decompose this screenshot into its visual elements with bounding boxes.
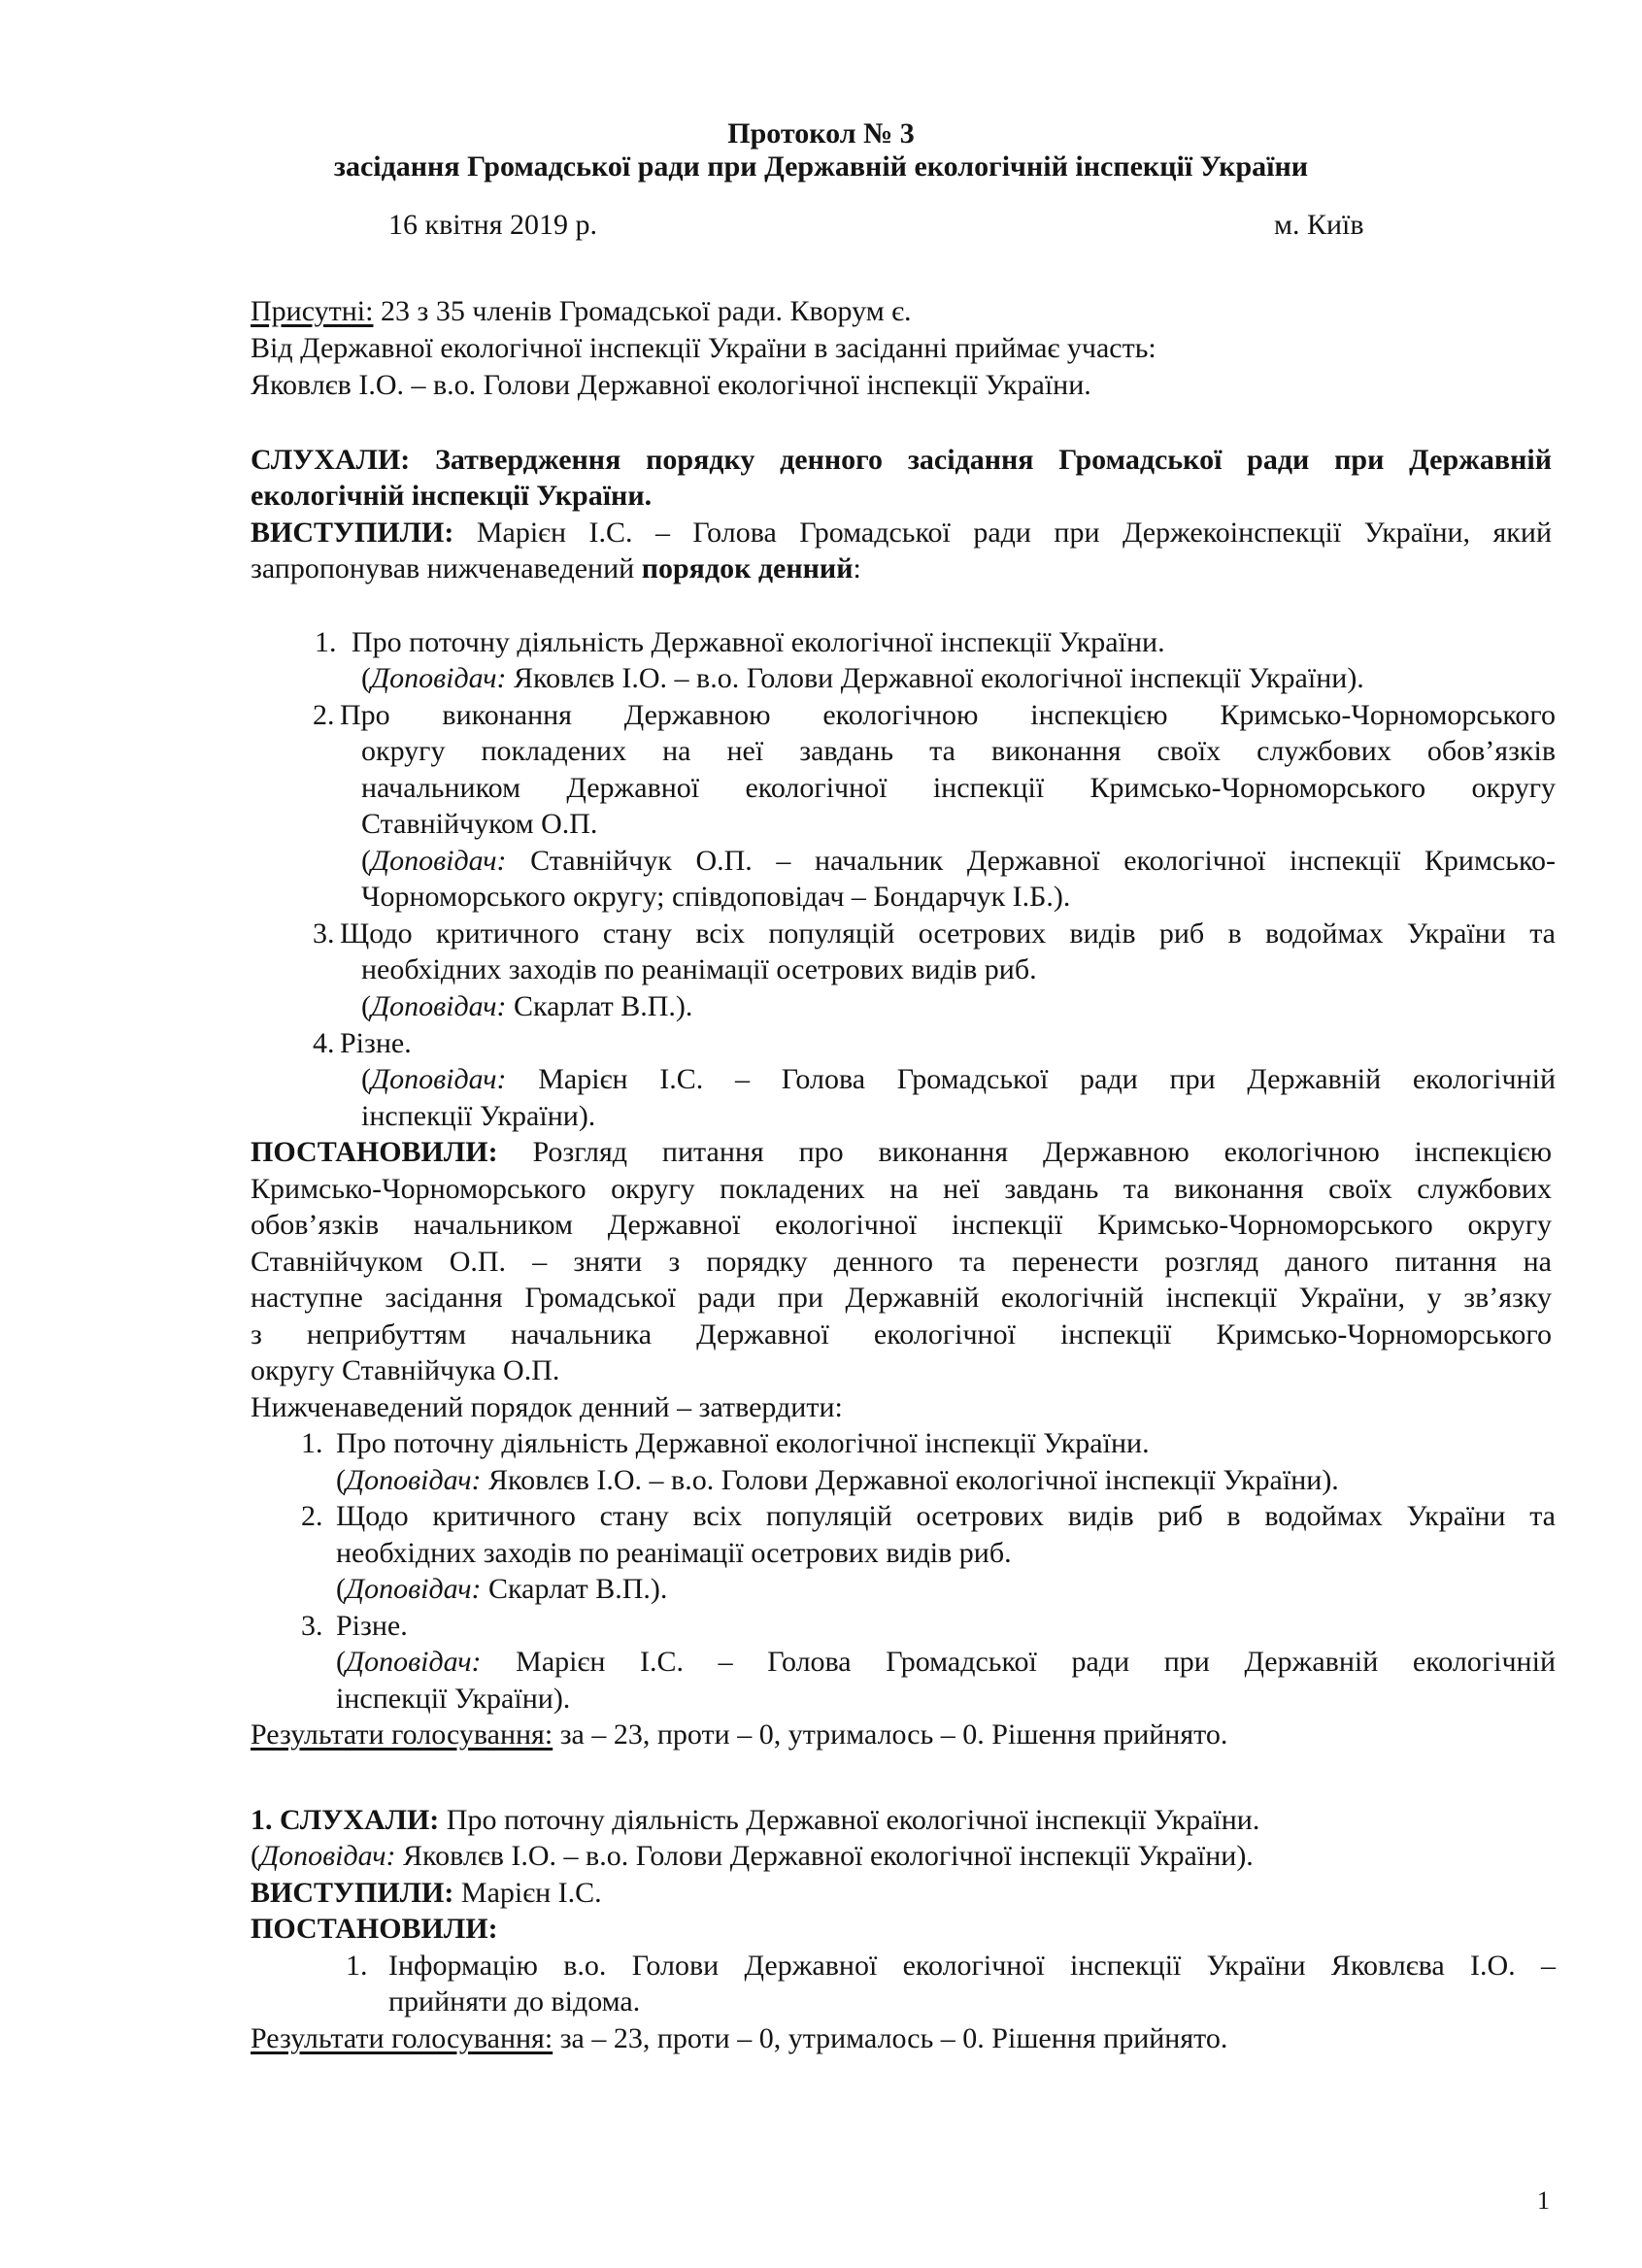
agenda-item-2-number: 2. bbox=[313, 699, 335, 731]
resolution-line-2: Кримсько-Чорноморського округу покладених на неї завдань та виконання своїх службових bbox=[251, 1173, 1552, 1205]
speaker-label: Доповідач: bbox=[346, 1464, 482, 1496]
approved-item-1-text: Про поточну діяльність Державної екологічної інспекції України. bbox=[336, 1427, 1150, 1459]
agenda-item-4-text: Різне. bbox=[340, 1027, 412, 1059]
spoke-colon: : bbox=[853, 552, 861, 584]
agenda-item-4-speaker-1: (Доповідач: Марієн І.С. – Голова Громадської ради при Державній екологічній bbox=[361, 1063, 1556, 1095]
approved-item-1-number: 1. bbox=[301, 1427, 323, 1459]
agenda-item-3-speaker: (Доповідач: Скарлат В.П.). bbox=[361, 990, 693, 1022]
attendance-line bbox=[251, 293, 1552, 330]
vote-label: Результати голосування: bbox=[251, 2022, 553, 2054]
agenda-item-3-line-2: необхідних заходів по реанімації осетрових видів риб. bbox=[361, 953, 1037, 985]
resolution-line-7: округу Ставнійчука О.П. bbox=[251, 1354, 560, 1386]
agenda-item-1-number: 1. bbox=[315, 626, 337, 658]
heard-agenda-line-2: екологічній інспекції України. bbox=[251, 480, 653, 512]
spoke-label: ВИСТУПИЛИ: bbox=[251, 517, 454, 549]
item1-heard-line bbox=[251, 1802, 1552, 1839]
agenda-item-2-line-1: Про виконання Державною екологічною інспекцією Кримсько-Чорноморського bbox=[340, 699, 1556, 731]
document-subtitle: засідання Громадської ради при Державній екологічній інспекції України bbox=[333, 150, 1309, 183]
attendance-line-2: Від Державної екологічної інспекції України в засіданні приймає участь: bbox=[251, 332, 1156, 364]
meeting-date: 16 квітня 2019 р. bbox=[388, 209, 598, 241]
agenda-item-4-speaker-2: інспекції України). bbox=[361, 1100, 596, 1132]
item1-heard-text: Про поточну діяльність Державної екологічної інспекції України. bbox=[439, 1804, 1260, 1836]
vote-text: за – 23, проти – 0, утрималось – 0. Рішення прийнято. bbox=[553, 1718, 1228, 1751]
resolution-text: Розгляд питання про виконання Державною екологічною інспекцією bbox=[497, 1136, 1552, 1168]
resolution-line-3: обов’язків начальником Державної екологічної інспекції Кримсько-Чорноморського округу bbox=[251, 1209, 1552, 1241]
heard-text: Затвердження порядку денного засідання Громадської ради при Державній bbox=[410, 444, 1552, 476]
approved-item-3-speaker-1: (Доповідач: Марієн І.С. – Голова Громадської ради при Державній екологічній bbox=[336, 1646, 1556, 1678]
vote-label: Результати голосування: bbox=[251, 1718, 553, 1751]
agenda-item-4-number: 4. bbox=[313, 1027, 335, 1059]
approved-item-2-line-1: Щодо критичного стану всіх популяцій осетрових видів риб в водоймах України та bbox=[336, 1500, 1556, 1532]
approved-agenda-intro: Нижченаведений порядок денний – затвердити: bbox=[251, 1391, 843, 1423]
item1-decision-number: 1. bbox=[346, 1950, 368, 1982]
approved-item-1-speaker: (Доповідач: Яковлєв І.О. – в.о. Голови Державної екологічної інспекції України). bbox=[336, 1464, 1339, 1496]
speaker-label: Доповідач: bbox=[371, 990, 507, 1022]
agenda-item-1-speaker: (Доповідач: Яковлєв І.О. – в.о. Голови Державної екологічної інспекції України). bbox=[361, 662, 1364, 694]
resolution-line-4: Ставнійчуком О.П. – зняти з порядку денного та перенести розгляд даного питання на bbox=[251, 1246, 1552, 1278]
item1-decision-line-1: Інформацію в.о. Голови Державної екологічної інспекції України Яковлєва І.О. – bbox=[388, 1950, 1556, 1982]
item1-spoke-line bbox=[251, 1875, 1552, 1912]
item1-decision-line-2: прийняти до відома. bbox=[388, 1985, 641, 2018]
heard-agenda-line-1 bbox=[251, 442, 1552, 479]
agenda-item-3-line-1: Щодо критичного стану всіх популяцій осетрових видів риб в водоймах України та bbox=[340, 917, 1556, 950]
vote-text: за – 23, проти – 0, утрималось – 0. Рішення прийнято. bbox=[553, 2022, 1228, 2054]
resolved-label: ПОСТАНОВИЛИ: bbox=[251, 1136, 498, 1168]
speaker-text: Яковлєв І.О. – в.о. Голови Державної екологічної інспекції України). bbox=[481, 1464, 1339, 1496]
attendance-text: 23 з 35 членів Громадської ради. Кворум є. bbox=[373, 295, 912, 327]
approved-item-2-number: 2. bbox=[301, 1500, 323, 1532]
speaker-label: Доповідач: bbox=[371, 1063, 507, 1095]
agenda-item-2-line-4: Ставнійчуком О.П. bbox=[361, 808, 598, 840]
speaker-text: Скарлат В.П.). bbox=[506, 990, 693, 1022]
agenda-item-2-line-3: начальником Державної екологічної інспекції Кримсько-Чорноморського округу bbox=[361, 772, 1556, 804]
heard-label: СЛУХАЛИ: bbox=[251, 444, 411, 476]
speaker-label: Доповідач: bbox=[346, 1573, 482, 1605]
item1-speaker-line: (Доповідач: Яковлєв І.О. – в.о. Голови Державної екологічної інспекції України). bbox=[251, 1840, 1254, 1872]
spoke-line-1 bbox=[251, 515, 1552, 551]
agenda-item-2-line-2: округу покладених на неї завдань та виконання своїх службових обов’язків bbox=[361, 735, 1556, 767]
item1-spoke-label: ВИСТУПИЛИ: bbox=[251, 1877, 454, 1909]
speaker-text: Скарлат В.П.). bbox=[481, 1573, 668, 1605]
agenda-item-2-speaker-2: Чорноморського округу; співдоповідач – Бондарчук І.Б.). bbox=[361, 881, 1071, 913]
agenda-item-2-speaker-1: (Доповідач: Ставнійчук О.П. – начальник Державної екологічної інспекції Кримсько- bbox=[361, 845, 1556, 877]
item1-vote-results bbox=[251, 2020, 1552, 2057]
speaker-text: Ставнійчук О.П. – начальник Державної екологічної інспекції Кримсько- bbox=[506, 845, 1556, 877]
approved-item-2-speaker: (Доповідач: Скарлат В.П.). bbox=[336, 1573, 668, 1605]
resolution-line-1 bbox=[251, 1134, 1552, 1171]
speaker-label: Доповідач: bbox=[371, 662, 507, 694]
item1-heard-label: 1. СЛУХАЛИ: bbox=[251, 1804, 440, 1836]
approved-item-2-line-2: необхідних заходів по реанімації осетрових видів риб. bbox=[336, 1537, 1012, 1569]
page-number: 1 bbox=[1537, 2186, 1550, 2215]
meeting-city: м. Київ bbox=[1274, 209, 1364, 241]
approved-item-3-number: 3. bbox=[301, 1610, 323, 1642]
agenda-item-3-number: 3. bbox=[313, 917, 335, 950]
agenda-item-1-text: Про поточну діяльність Державної екологічної інспекції України. bbox=[352, 626, 1165, 658]
approved-item-3-speaker-2: інспекції України). bbox=[336, 1683, 571, 1715]
vote-results-line bbox=[251, 1717, 1552, 1753]
agenda-keyword: порядок денний bbox=[641, 552, 854, 584]
resolution-line-6: з неприбуттям начальника Державної екологічної інспекції Кримсько-Чорноморського bbox=[251, 1318, 1552, 1351]
approved-item-3-text: Різне. bbox=[336, 1610, 408, 1642]
spoke-text: Марієн І.С. – Голова Громадської ради при Держекоінспекції України, який bbox=[453, 517, 1552, 549]
speaker-text: Марієн І.С. – Голова Громадської ради при Державній екологічній bbox=[506, 1063, 1556, 1095]
speaker-text: Яковлєв І.О. – в.о. Голови Державної екологічної інспекції України). bbox=[506, 662, 1364, 694]
resolution-line-5: наступне засідання Громадської ради при Державній екологічній інспекції України, у зв’язку bbox=[251, 1282, 1552, 1314]
speaker-text: Яковлєв І.О. – в.о. Голови Державної екологічної інспекції України). bbox=[395, 1840, 1254, 1872]
item1-spoke-text: Марієн І.С. bbox=[453, 1877, 602, 1909]
document-title: Протокол № 3 bbox=[727, 117, 915, 150]
spoke-line-2 bbox=[251, 550, 1552, 587]
item1-resolved-label: ПОСТАНОВИЛИ: bbox=[251, 1913, 498, 1945]
attendance-line-3: Яковлєв І.О. – в.о. Голови Державної екологічної інспекції України. bbox=[251, 369, 1091, 401]
speaker-text: Марієн І.С. – Голова Громадської ради при Державній екологічній bbox=[481, 1646, 1556, 1678]
attendance-label: Присутні: bbox=[251, 295, 374, 327]
spoke-text-2: запропонував нижченаведений bbox=[251, 552, 642, 584]
speaker-label: Доповідач: bbox=[260, 1840, 396, 1872]
speaker-label: Доповідач: bbox=[371, 845, 507, 877]
speaker-label: Доповідач: bbox=[346, 1646, 482, 1678]
